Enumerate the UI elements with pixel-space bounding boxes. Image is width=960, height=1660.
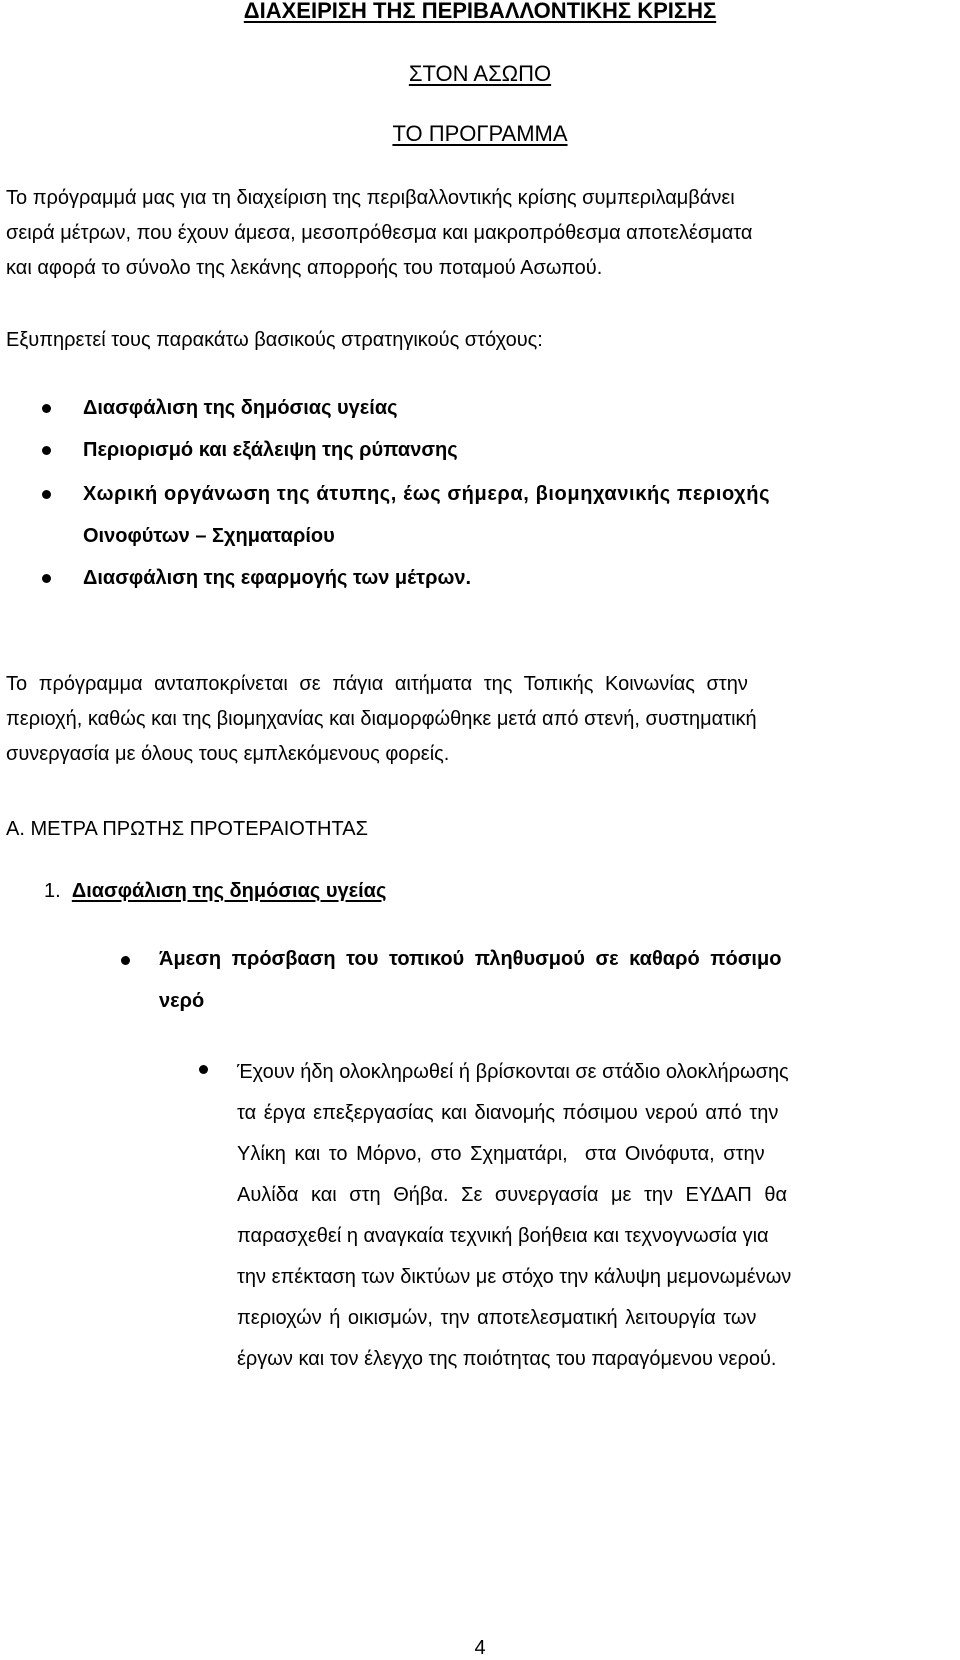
intro-line: και αφορά το σύνολο της λεκάνης απορροής του ποταμού Ασωπού. xyxy=(6,257,603,279)
bullet-icon xyxy=(42,404,51,413)
goal-item xyxy=(83,481,905,507)
document-title: ΔΙΑΧΕΙΡΙΣΗ ΤΗΣ ΠΕΡΙΒΑΛΛΟΝΤΙΚΗΣ ΚΡΙΣΗΣ xyxy=(243,0,717,23)
section-heading: Α. ΜΕΤΡΑ ΠΡΩΤΗΣ ΠΡΟΤΕΡΑΙΟΤΗΤΑΣ xyxy=(6,818,368,840)
detail-line: έργων και τον έλεγχο της ποιότητας του παραγόμενου νερού. xyxy=(237,1348,777,1370)
goal-item: Διασφάλιση της δημόσιας υγείας xyxy=(83,397,398,419)
response-line: περιοχή, καθώς και της βιομηχανίας και διαμορφώθηκε μετά από στενή, συστηματική xyxy=(6,708,757,730)
subsection-heading xyxy=(44,878,386,904)
bullet-icon xyxy=(42,446,51,455)
document-subtitle: ΣΤΟΝ ΑΣΩΠΟ xyxy=(408,61,552,86)
subsection-title: Διασφάλιση της δημόσιας υγείας xyxy=(71,880,387,902)
response-paragraph xyxy=(6,667,906,772)
intro-line xyxy=(6,181,906,216)
bullet-icon xyxy=(121,956,130,965)
detail-line: Υλίκη και το Μόρνο, στο Σχηματάρι, στα Οινόφυτα, στην xyxy=(237,1143,765,1165)
subsection-number: 1. xyxy=(44,880,61,902)
bullet-icon xyxy=(199,1065,208,1074)
intro-paragraph xyxy=(6,181,906,286)
intro-line: σειρά μέτρων, που έχουν άμεσα, μεσοπρόθεσμα και μακροπρόθεσμα αποτελέσματα xyxy=(6,222,753,244)
document-section-title: ΤΟ ΠΡΟΓΡΑΜΜΑ xyxy=(392,121,568,146)
goal-item: Περιορισμό και εξάλειψη της ρύπανσης xyxy=(83,439,458,461)
response-line: Το πρόγραμμα ανταποκρίνεται σε πάγια αιτήματα της Τοπικής Κοινωνίας στην xyxy=(6,673,748,695)
detail-line: παρασχεθεί η αναγκαία τεχνική βοήθεια και τεχνογνωσία για xyxy=(237,1225,769,1247)
measure-item-text: Άμεση πρόσβαση του τοπικού πληθυσμού σε καθαρό πόσιμο xyxy=(159,948,782,970)
intro-line-text: Το πρόγραμμά μας για τη διαχείριση της περιβαλλοντικής κρίσης συμπεριλαμβάνει xyxy=(6,187,735,209)
response-line: συνεργασία με όλους τους εμπλεκόμενους φορείς. xyxy=(6,743,450,765)
goal-item: Διασφάλιση της εφαρμογής των μέτρων. xyxy=(83,567,472,589)
measure-item-continuation: νερό xyxy=(159,990,205,1012)
detail-line: Αυλίδα και στη Θήβα. Σε συνεργασία με την ΕΥΔΑΠ θα xyxy=(237,1184,788,1206)
goals-lead-text: Εξυπηρετεί τους παρακάτω βασικούς στρατηγικούς στόχους: xyxy=(6,329,543,351)
goal-item-continuation: Οινοφύτων – Σχηματαρίου xyxy=(83,525,335,547)
detail-line: περιοχών ή οικισμών, την αποτελεσματική λειτουργία των xyxy=(237,1307,757,1329)
measure-detail-paragraph xyxy=(237,1052,907,1380)
bullet-icon xyxy=(42,490,51,499)
detail-line: Έχουν ήδη ολοκληρωθεί ή βρίσκονται σε στάδιο ολοκλήρωσης xyxy=(237,1061,789,1083)
page-number: 4 xyxy=(474,1637,486,1659)
measure-item xyxy=(159,946,904,972)
goals-lead xyxy=(6,323,906,358)
detail-line: τα έργα επεξεργασίας και διανομής πόσιμου νερού από την xyxy=(237,1102,779,1124)
detail-line: την επέκταση των δικτύων με στόχο την κάλυψη μεμονωμένων xyxy=(237,1266,792,1288)
goal-item-text: Χωρική οργάνωση της άτυπης, έως σήμερα, βιομηχανικής περιοχής xyxy=(83,483,771,505)
bullet-icon xyxy=(42,574,51,583)
